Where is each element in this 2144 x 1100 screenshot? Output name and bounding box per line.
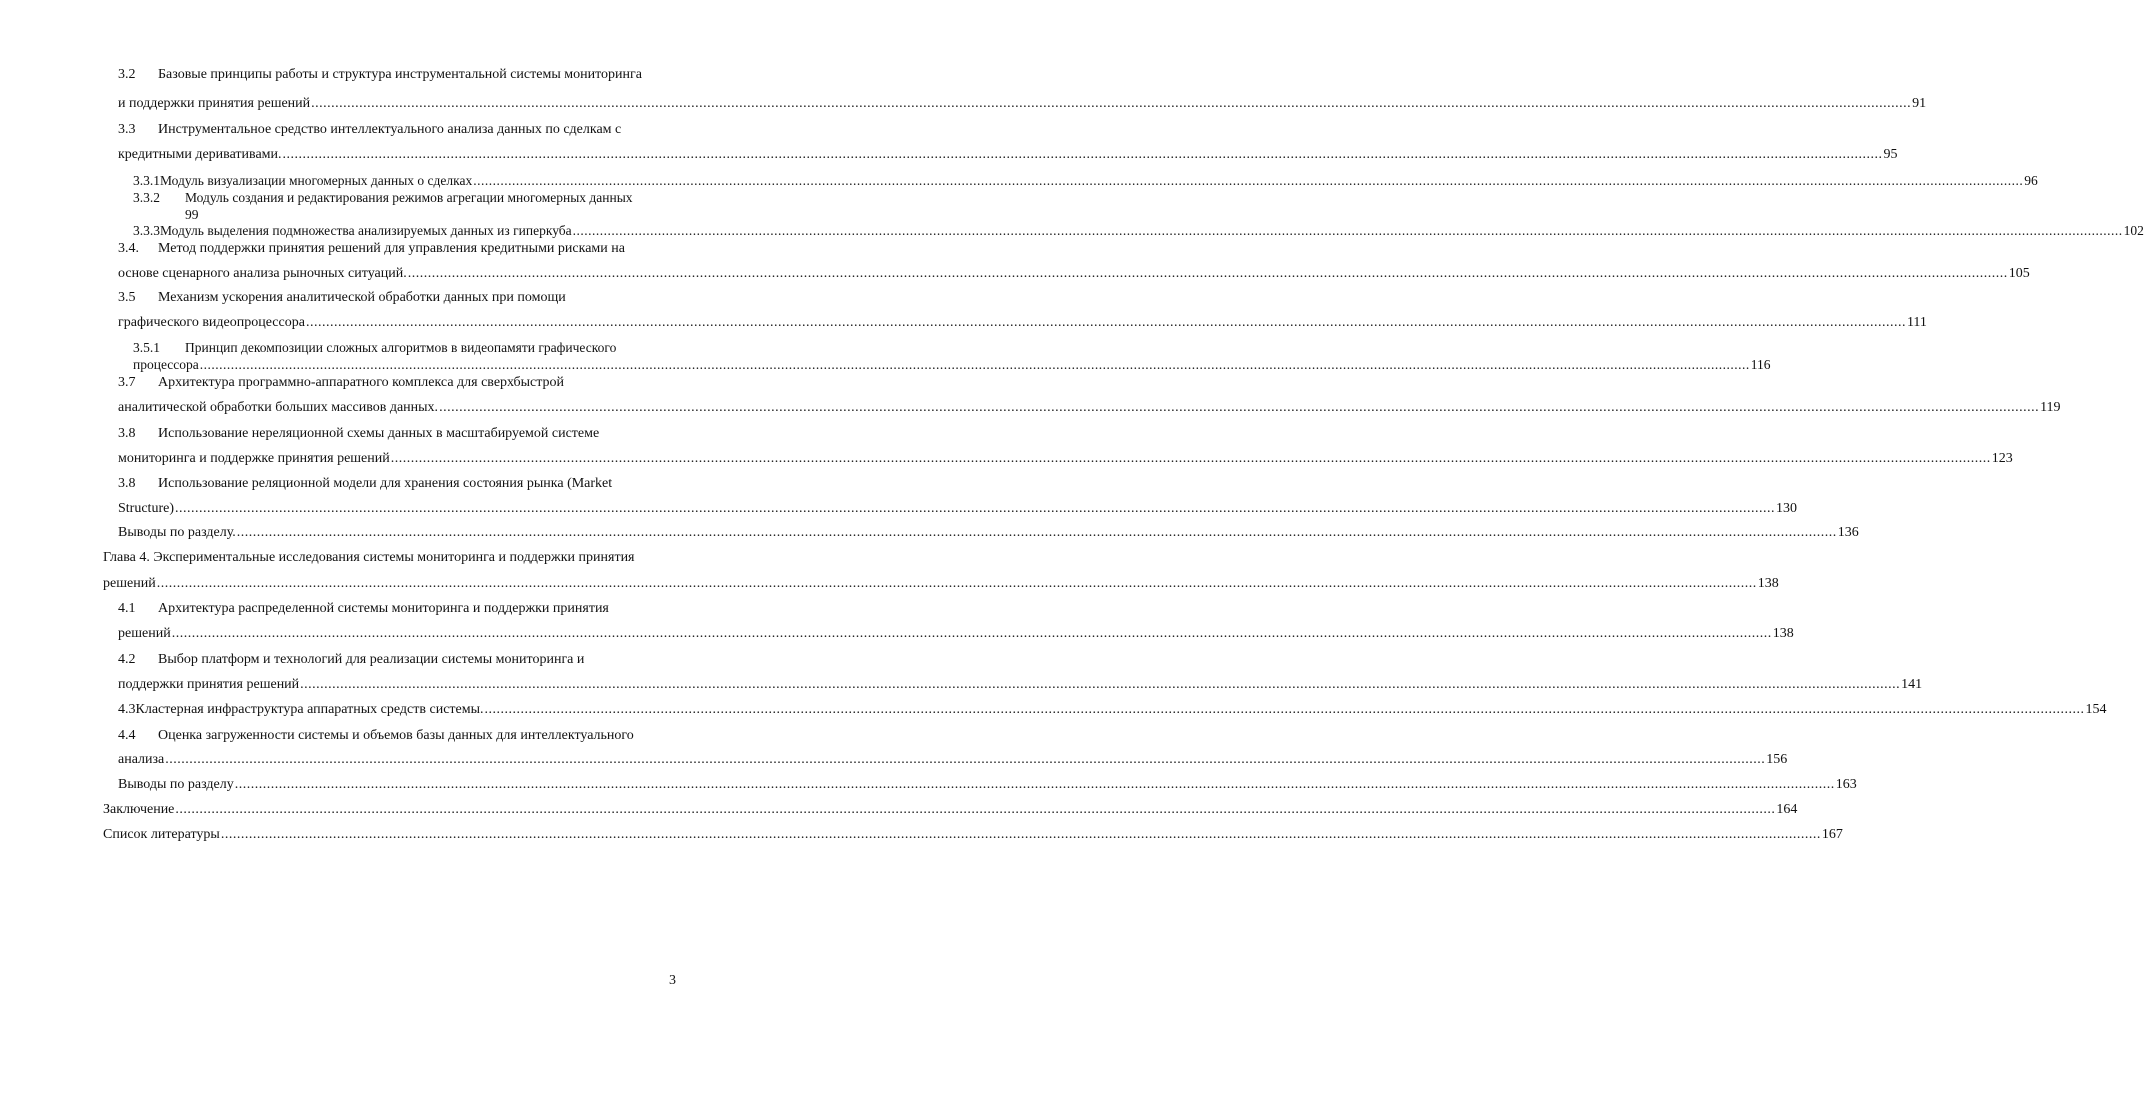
toc-num: 3.2 (118, 67, 136, 82)
toc-title: Глава 4. Экспериментальные исследования системы мониторинга и поддержки принятия (103, 550, 635, 565)
leader-dots: ................................................................................................................................................................................................................................................................................................................................................................................................................ (300, 677, 1901, 692)
toc-title: Выводы по разделу. (118, 525, 236, 540)
toc-title: Оценка загруженности системы и объемов базы данных для интеллектуального (158, 728, 634, 743)
toc-page: 141 (1901, 677, 1923, 692)
toc-entry-3-4 (118, 240, 625, 258)
leader-dots: ................................................................................................................................................................................................................................................................................................................................................................................................................ (311, 96, 1912, 111)
toc-entry-3-5 (118, 289, 566, 307)
toc-entry-conclusion (103, 801, 1798, 819)
toc-num: 3.5.1 (133, 340, 160, 355)
toc-entry-conclusions-4 (118, 776, 1857, 794)
toc-title-cont: поддержки принятия решений (118, 677, 300, 692)
toc-title: Выбор платформ и технологий для реализации системы мониторинга и (158, 652, 585, 667)
toc-num: 4.2 (118, 652, 136, 667)
toc-entry-3-3-1 (133, 172, 2038, 190)
toc-entry-3-8b (118, 475, 612, 493)
toc-title: Использование нереляционной схемы данных в масштабируемой системе (158, 426, 600, 441)
toc-entry-4-1 (118, 600, 609, 618)
leader-dots: ................................................................................................................................................................................................................................................................................................................................................................................................................ (199, 357, 1750, 372)
leader-dots: ................................................................................................................................................................................................................................................................................................................................................................................................................ (484, 702, 2085, 717)
toc-title: Архитектура программно-аппаратного комплекса для сверхбыстрой (158, 375, 565, 390)
toc-entry-chapter-4 (103, 549, 635, 567)
leader-dots: ................................................................................................................................................................................................................................................................................................................................................................................................................ (282, 147, 1883, 162)
leader-dots: ................................................................................................................................................................................................................................................................................................................................................................................................................ (439, 400, 2040, 415)
toc-title: Инструментальное средство интеллектуального анализа данных по сделкам с (158, 122, 622, 137)
toc-page: 164 (1776, 802, 1798, 817)
toc-title: Модуль выделения подмножества анализируемых данных из гиперкуба (160, 223, 572, 238)
toc-entry-3-5-1 (133, 339, 616, 357)
toc-entry-4-2 (118, 651, 584, 669)
toc-num: 3.8 (118, 426, 136, 441)
leader-dots: ................................................................................................................................................................................................................................................................................................................................................................................................................ (234, 777, 1835, 792)
toc-num: 3.3.3 (133, 223, 160, 238)
toc-title: Заключение (103, 802, 175, 817)
toc-title-cont: мониторинга и поддержке принятия решений (118, 451, 390, 466)
toc-title: Архитектура распределенной системы мониторинга и поддержки принятия (158, 601, 609, 616)
toc-page: 167 (1821, 827, 1843, 842)
leader-dots: ................................................................................................................................................................................................................................................................................................................................................................................................................ (165, 752, 1766, 767)
toc-num: 3.5 (118, 290, 136, 305)
leader-dots: ................................................................................................................................................................................................................................................................................................................................................................................................................ (171, 626, 1772, 641)
leader-dots: ................................................................................................................................................................................................................................................................................................................................................................................................................ (236, 525, 1837, 540)
toc-title-cont: основе сценарного анализа рыночных ситуаций. (118, 266, 407, 281)
toc-title-cont: графического видеопроцессора (118, 315, 305, 330)
toc-page: 119 (2040, 400, 2061, 415)
toc-entry-3-8 (118, 425, 599, 443)
toc-num: 3.3.2 (133, 190, 160, 205)
leader-dots: ................................................................................................................................................................................................................................................................................................................................................................................................................ (407, 266, 2008, 281)
toc-entry-4-4 (118, 727, 634, 745)
toc-entry-4-3 (118, 701, 2107, 719)
toc-num: 3.4. (118, 241, 139, 256)
toc-title: Базовые принципы работы и структура инструментальной системы мониторинга (158, 67, 642, 82)
toc-entry-references (103, 826, 1843, 844)
toc-entry-conclusions-3 (118, 524, 1859, 542)
toc-page: 105 (2008, 266, 2030, 281)
toc-title: Выводы по разделу (118, 777, 234, 792)
toc-page: 136 (1837, 525, 1859, 540)
toc-title: Механизм ускорения аналитической обработки данных при помощи (158, 290, 566, 305)
toc-title-cont: решений (118, 626, 171, 641)
toc-page: 154 (2085, 702, 2107, 717)
toc-entry-3-3-3 (133, 222, 2144, 240)
toc-title-cont: анализа (118, 752, 165, 767)
leader-dots: ................................................................................................................................................................................................................................................................................................................................................................................................................ (175, 802, 1776, 817)
toc-title: Список литературы (103, 827, 220, 842)
toc-num: 4.4 (118, 728, 136, 743)
toc-page: 163 (1835, 777, 1857, 792)
leader-dots: ................................................................................................................................................................................................................................................................................................................................................................................................................ (305, 315, 1906, 330)
page-number: 3 (669, 973, 676, 988)
toc-page: 130 (1775, 501, 1797, 516)
leader-dots: ................................................................................................................................................................................................................................................................................................................................................................................................................ (174, 501, 1775, 516)
toc-entry-3-3 (118, 121, 621, 139)
toc-page: 111 (1906, 315, 1927, 330)
toc-entry-3-7 (118, 374, 564, 392)
toc-page: 138 (1772, 626, 1794, 641)
toc-num: 3.3 (118, 122, 136, 137)
toc-title: Принцип декомпозиции сложных алгоритмов в видеопамяти графического (185, 340, 617, 355)
toc-title-cont: решений (103, 576, 156, 591)
toc-page: 96 (2024, 173, 2038, 188)
toc-num: 4.3 (118, 702, 136, 717)
leader-dots: ................................................................................................................................................................................................................................................................................................................................................................................................................ (156, 576, 1757, 591)
toc-title: Кластерная инфраструктура аппаратных средств системы. (135, 702, 484, 717)
leader-dots: ................................................................................................................................................................................................................................................................................................................................................................................................................ (220, 827, 1821, 842)
toc-page: 123 (1991, 451, 2013, 466)
toc-page: 138 (1757, 576, 1779, 591)
toc-page: 102 (2123, 223, 2144, 238)
toc-num: 3.8 (118, 476, 136, 491)
leader-dots: ................................................................................................................................................................................................................................................................................................................................................................................................................ (572, 223, 2123, 238)
toc-entry-3-2 (118, 66, 642, 84)
toc-page: 95 (1883, 147, 1898, 162)
toc-title-cont: Structure) (118, 501, 174, 516)
toc-title-cont: и поддержки принятия решений (118, 96, 311, 111)
toc-num: 3.3.1 (133, 173, 160, 188)
toc-num: 4.1 (118, 601, 136, 616)
leader-dots: ................................................................................................................................................................................................................................................................................................................................................................................................................ (473, 173, 2024, 188)
toc-entry-3-3-2 (133, 189, 633, 207)
toc-num: 3.7 (118, 375, 136, 390)
toc-page: 156 (1766, 752, 1788, 767)
toc-title: Использование реляционной модели для хранения состояния рынка (Market (158, 476, 613, 491)
toc-title: Модуль визуализации многомерных данных о сделках (160, 173, 473, 188)
leader-dots: ................................................................................................................................................................................................................................................................................................................................................................................................................ (390, 451, 1991, 466)
toc-page: 116 (1750, 357, 1771, 372)
toc-page: 99 (185, 207, 199, 222)
toc-title: Метод поддержки принятия решений для управления кредитными рисками на (158, 241, 625, 256)
toc-title-cont: аналитической обработки больших массивов данных. (118, 400, 439, 415)
toc-page: 91 (1912, 96, 1927, 111)
toc-title: Модуль создания и редактирования режимов агрегации многомерных данных (185, 190, 633, 205)
toc-title-cont: процессора (133, 357, 199, 372)
toc-title-cont: кредитными деривативами. (118, 147, 282, 162)
